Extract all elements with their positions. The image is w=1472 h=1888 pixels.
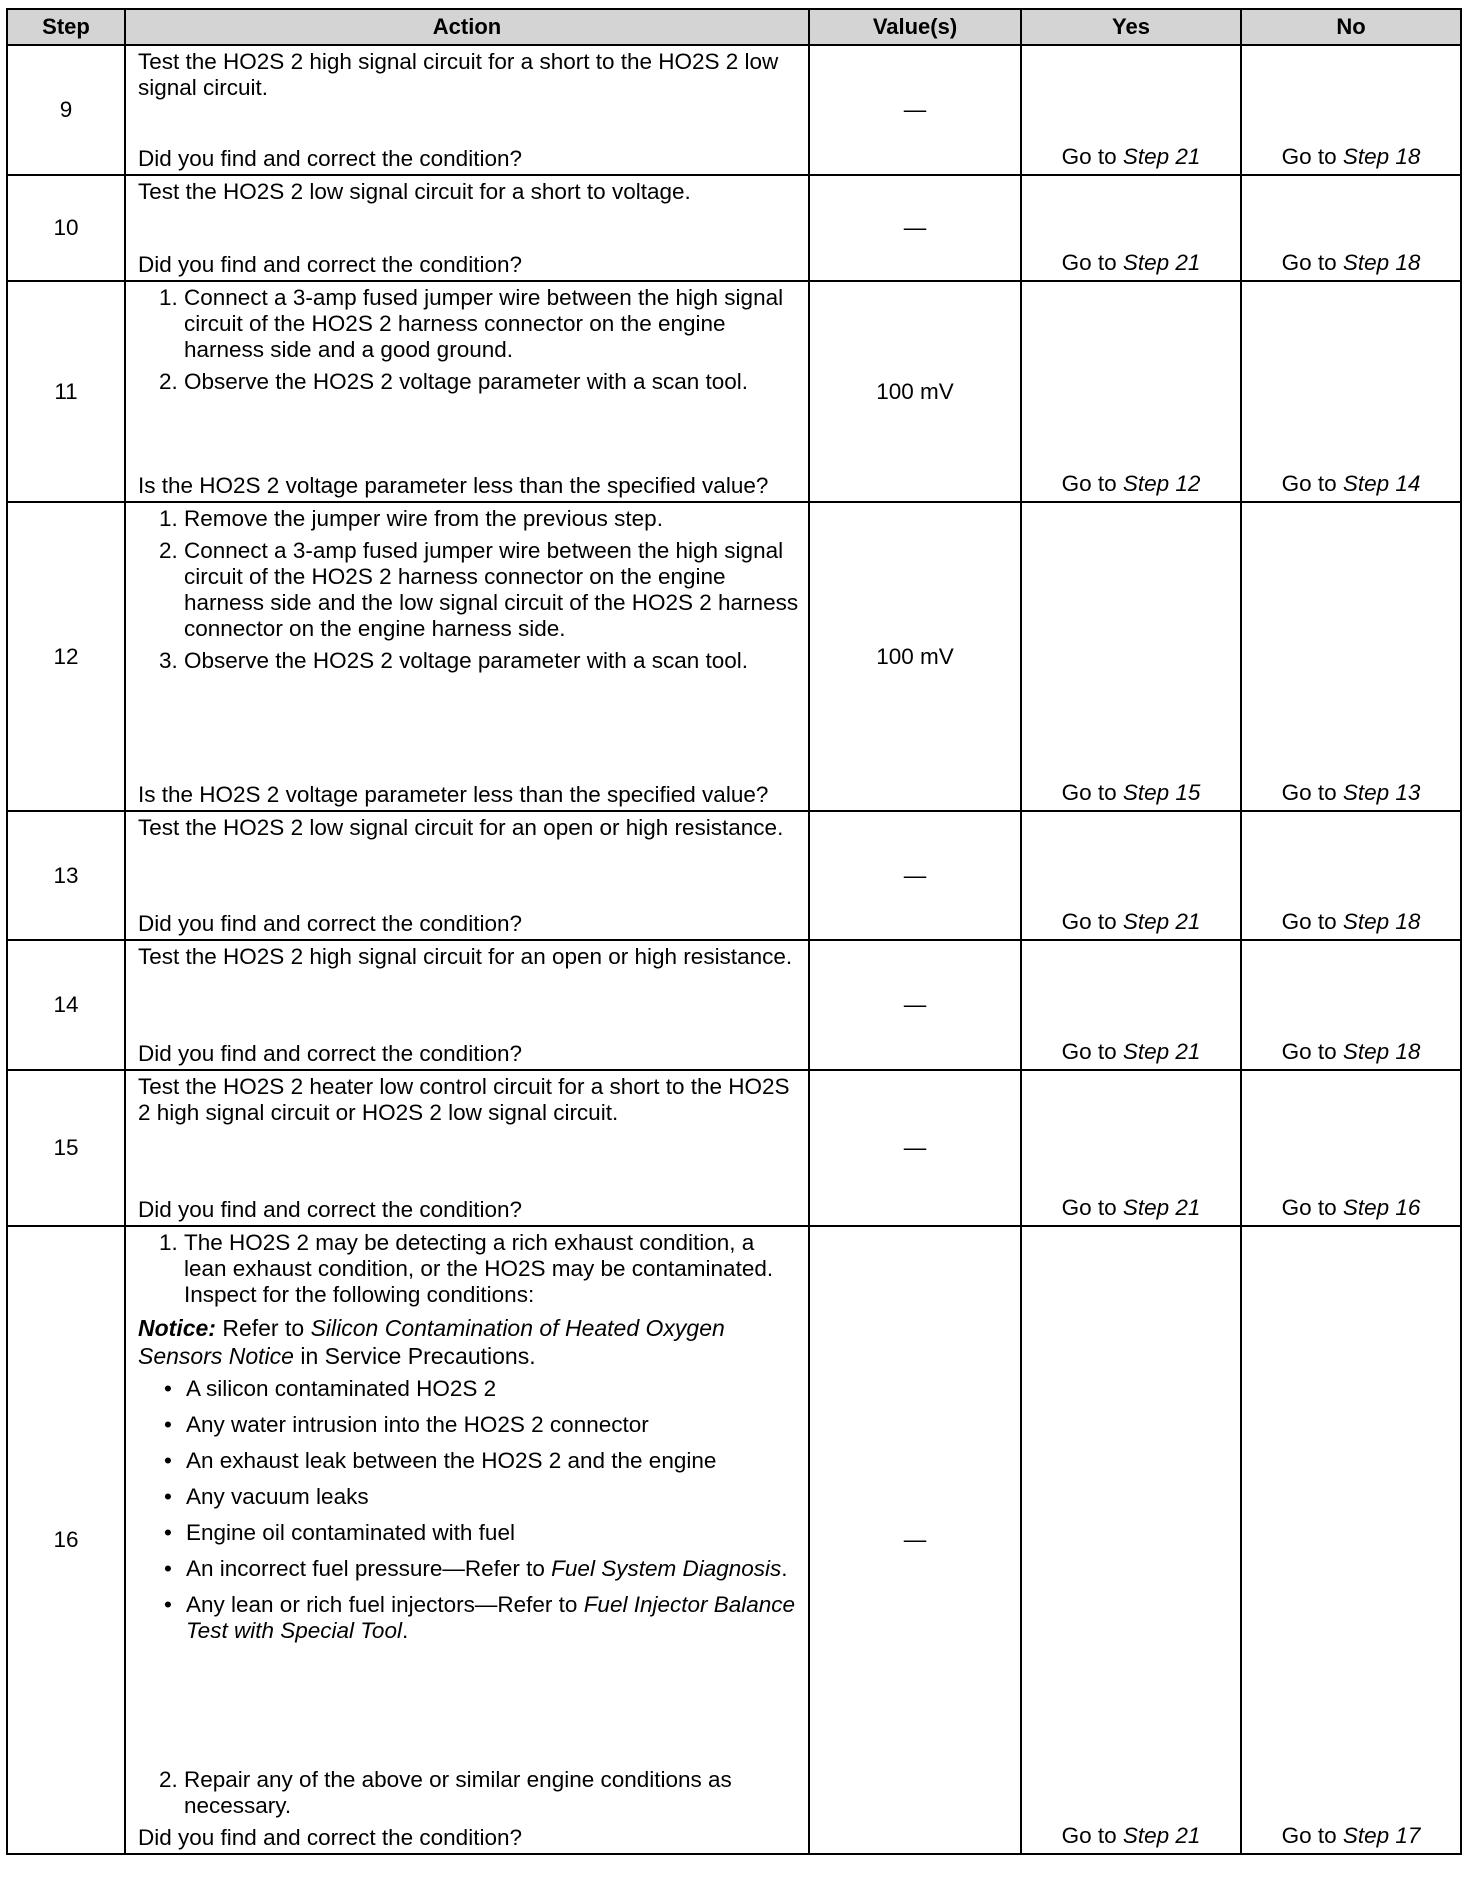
step-number: 10 <box>7 175 125 281</box>
diagnostic-steps-table <box>6 8 1462 1855</box>
list-item: 1. Remove the jumper wire from the previous step. <box>184 506 800 532</box>
action-question: Did you find and correct the condition? <box>138 146 522 171</box>
no-step-ref: Step 18 <box>1342 1039 1421 1064</box>
notice-tail: in Service Precautions. <box>300 1343 536 1369</box>
yes-cell <box>1021 811 1241 940</box>
bullet-item: • An exhaust leak between the HO2S 2 and the engine <box>186 1448 800 1474</box>
numbered-list <box>138 1767 800 1819</box>
action-question: Is the HO2S 2 voltage parameter less than the specified value? <box>138 473 769 498</box>
step-number: 15 <box>7 1070 125 1226</box>
table-row <box>7 1226 1461 1854</box>
go-to-label: Go to <box>1061 909 1117 934</box>
notice-link: Silicon Contamination of Heated Oxygen Sensors Notice <box>138 1315 725 1369</box>
table-row <box>7 45 1461 175</box>
yes-cell <box>1021 1070 1241 1226</box>
value-cell: — <box>809 1226 1021 1854</box>
go-to-label: Go to <box>1061 1823 1117 1848</box>
bullet-item: • An incorrect fuel pressure—Refer to Fuel System Diagnosis. <box>186 1556 800 1582</box>
yes-step-ref: Step 21 <box>1122 1195 1201 1220</box>
yes-step-ref: Step 21 <box>1122 1823 1201 1848</box>
yes-step-ref: Step 15 <box>1122 780 1201 805</box>
go-to-label: Go to <box>1281 780 1337 805</box>
no-cell <box>1241 1070 1461 1226</box>
go-to-label: Go to <box>1061 250 1117 275</box>
bullet-text: Any lean or rich fuel injectors—Refer to <box>186 1592 578 1617</box>
bullet-item: • Any vacuum leaks <box>186 1484 800 1510</box>
action-text: Test the HO2S 2 low signal circuit for a short to voltage. <box>138 179 691 204</box>
yes-step-ref: Step 21 <box>1122 250 1201 275</box>
go-to-label: Go to <box>1281 1195 1337 1220</box>
bullet-item: • Any lean or rich fuel injectors—Refer to Fuel Injector Balance Test with Special Tool. <box>186 1592 800 1644</box>
action-text: Test the HO2S 2 heater low control circuit for a short to the HO2S 2 high signal circuit or HO2S 2 low signal circuit. <box>138 1074 790 1125</box>
table-row <box>7 175 1461 281</box>
list-item: 3. Observe the HO2S 2 voltage parameter with a scan tool. <box>184 648 800 674</box>
step-number: 13 <box>7 811 125 940</box>
header-step: Step <box>7 9 125 45</box>
yes-step-ref: Step 21 <box>1122 144 1201 169</box>
yes-step-ref: Step 21 <box>1122 909 1201 934</box>
action-cell <box>125 502 809 811</box>
step-number: 11 <box>7 281 125 502</box>
action-question: Did you find and correct the condition? <box>138 1041 522 1066</box>
bullet-item: • A silicon contaminated HO2S 2 <box>186 1376 800 1402</box>
table-row <box>7 811 1461 940</box>
go-to-label: Go to <box>1061 1039 1117 1064</box>
value-cell: — <box>809 175 1021 281</box>
no-step-ref: Step 13 <box>1342 780 1421 805</box>
go-to-label: Go to <box>1281 909 1337 934</box>
yes-step-ref: Step 21 <box>1122 1039 1201 1064</box>
numbered-list <box>138 1230 800 1308</box>
step-number: 16 <box>7 1226 125 1854</box>
header-values: Value(s) <box>809 9 1021 45</box>
no-cell <box>1241 281 1461 502</box>
list-item: 1. Connect a 3-amp fused jumper wire between the high signal circuit of the HO2S 2 harness connector on the engine harness side and a good ground. <box>184 285 800 363</box>
table-header-row <box>7 9 1461 45</box>
no-cell <box>1241 940 1461 1070</box>
value-cell: — <box>809 940 1021 1070</box>
notice-label: Notice: <box>138 1315 216 1341</box>
action-question: Did you find and correct the condition? <box>138 252 522 277</box>
yes-cell <box>1021 502 1241 811</box>
bullet-item: • Engine oil contaminated with fuel <box>186 1520 800 1546</box>
go-to-label: Go to <box>1061 1195 1117 1220</box>
yes-cell <box>1021 175 1241 281</box>
bullet-link: Fuel System Diagnosis <box>551 1556 782 1581</box>
go-to-label: Go to <box>1281 250 1337 275</box>
go-to-label: Go to <box>1061 471 1117 496</box>
table-row <box>7 1070 1461 1226</box>
go-to-label: Go to <box>1281 1039 1337 1064</box>
action-cell <box>125 175 809 281</box>
bullet-link: Fuel Injector Balance Test with Special Tool <box>186 1592 796 1643</box>
table-row <box>7 940 1461 1070</box>
diagnostic-table-page <box>6 8 1460 1855</box>
numbered-list <box>138 506 800 680</box>
action-cell <box>125 1226 809 1854</box>
go-to-label: Go to <box>1281 471 1337 496</box>
step-number: 12 <box>7 502 125 811</box>
action-cell <box>125 940 809 1070</box>
go-to-label: Go to <box>1061 780 1117 805</box>
bullet-list <box>138 1376 800 1644</box>
header-no: No <box>1241 9 1461 45</box>
action-question: Did you find and correct the condition? <box>138 1197 522 1222</box>
bullet-text: An incorrect fuel pressure—Refer to <box>186 1556 545 1581</box>
action-text: Test the HO2S 2 high signal circuit for a short to the HO2S 2 low signal circuit. <box>138 49 779 100</box>
no-step-ref: Step 18 <box>1342 144 1421 169</box>
no-step-ref: Step 18 <box>1342 250 1421 275</box>
action-text: Test the HO2S 2 low signal circuit for an open or high resistance. <box>138 815 784 840</box>
action-text: Test the HO2S 2 high signal circuit for an open or high resistance. <box>138 944 793 969</box>
no-cell <box>1241 502 1461 811</box>
no-cell <box>1241 45 1461 175</box>
bullet-item: • Any water intrusion into the HO2S 2 connector <box>186 1412 800 1438</box>
notice-refer: Refer to <box>222 1315 305 1341</box>
list-item: 2. Repair any of the above or similar engine conditions as necessary. <box>184 1767 800 1819</box>
value-cell: 100 mV <box>809 281 1021 502</box>
yes-step-ref: Step 12 <box>1122 471 1201 496</box>
action-cell <box>125 1070 809 1226</box>
no-step-ref: Step 16 <box>1342 1195 1421 1220</box>
yes-cell <box>1021 281 1241 502</box>
value-cell: — <box>809 45 1021 175</box>
step-number: 9 <box>7 45 125 175</box>
no-step-ref: Step 14 <box>1342 471 1421 496</box>
action-question: Did you find and correct the condition? <box>138 911 522 936</box>
no-cell <box>1241 1226 1461 1854</box>
action-question: Did you find and correct the condition? <box>138 1825 522 1850</box>
numbered-list <box>138 285 800 401</box>
no-cell <box>1241 175 1461 281</box>
header-action: Action <box>125 9 809 45</box>
no-step-ref: Step 18 <box>1342 909 1421 934</box>
list-item: 2. Connect a 3-amp fused jumper wire between the high signal circuit of the HO2S 2 harness connector on the engine harness side and the low signal circuit of the HO2S 2 harness connector on the engine harness side. <box>184 538 800 642</box>
value-cell: 100 mV <box>809 502 1021 811</box>
go-to-label: Go to <box>1281 1823 1337 1848</box>
action-question: Is the HO2S 2 voltage parameter less than the specified value? <box>138 782 769 807</box>
yes-cell <box>1021 45 1241 175</box>
header-yes: Yes <box>1021 9 1241 45</box>
go-to-label: Go to <box>1281 144 1337 169</box>
notice-paragraph <box>138 1314 800 1370</box>
yes-cell <box>1021 1226 1241 1854</box>
step-number: 14 <box>7 940 125 1070</box>
table-row <box>7 502 1461 811</box>
value-cell: — <box>809 811 1021 940</box>
action-cell <box>125 811 809 940</box>
list-item: 2. Observe the HO2S 2 voltage parameter with a scan tool. <box>184 369 800 395</box>
action-cell <box>125 281 809 502</box>
go-to-label: Go to <box>1061 144 1117 169</box>
table-row <box>7 281 1461 502</box>
action-cell <box>125 45 809 175</box>
no-cell <box>1241 811 1461 940</box>
list-item: 1. The HO2S 2 may be detecting a rich exhaust condition, a lean exhaust condition, or the HO2S may be contaminated. Inspect for the following conditions: <box>184 1230 800 1308</box>
value-cell: — <box>809 1070 1021 1226</box>
no-step-ref: Step 17 <box>1342 1823 1421 1848</box>
yes-cell <box>1021 940 1241 1070</box>
